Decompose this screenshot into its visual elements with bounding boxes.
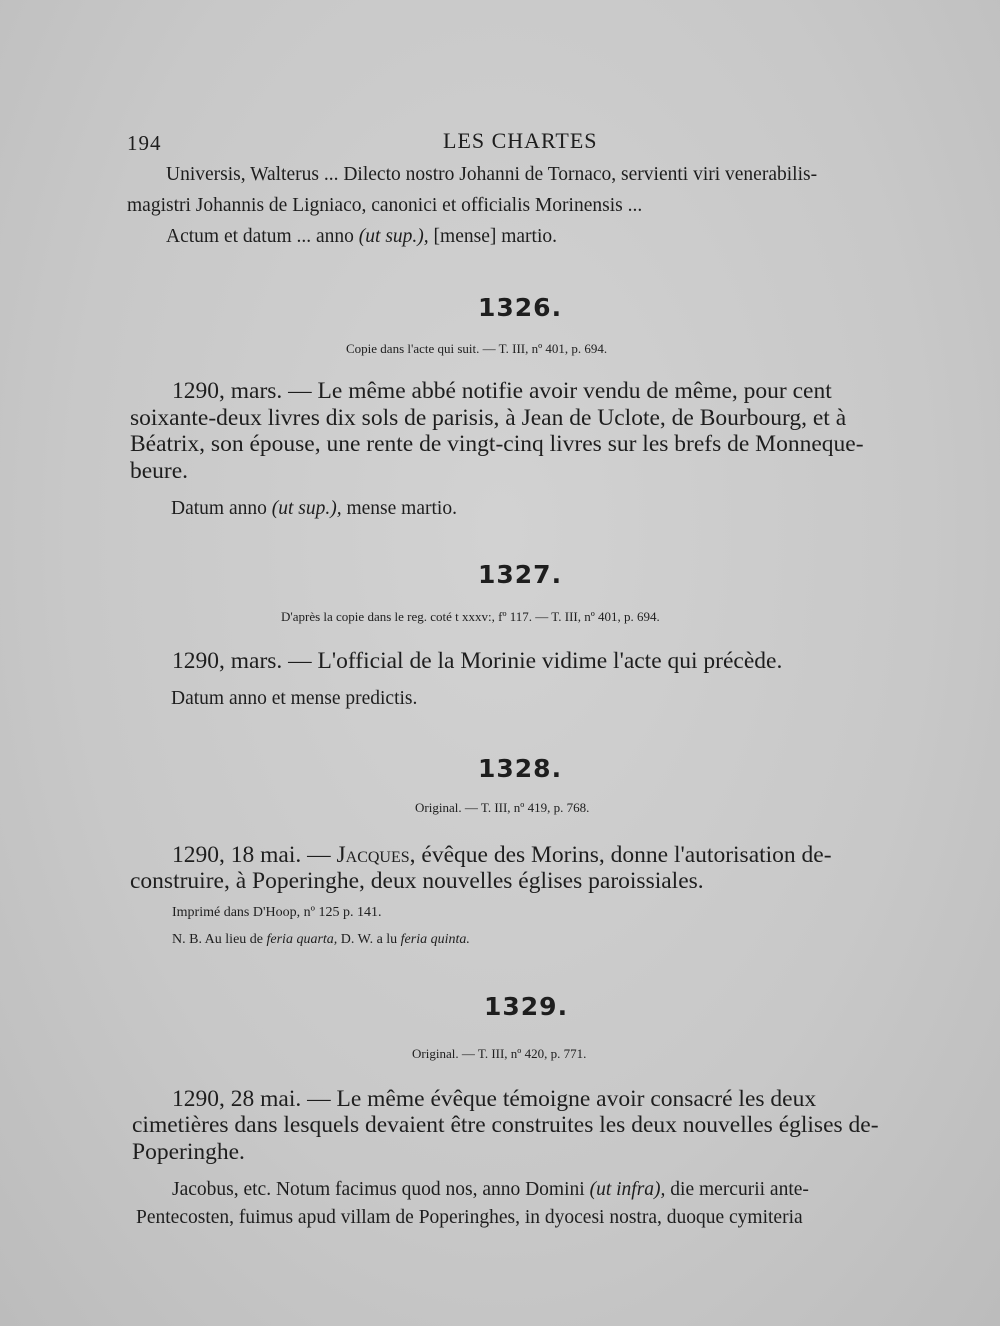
summary-1329-line-2: cimetières dans lesquels devaient être construites les deux nouvelles églises de- (132, 1112, 879, 1138)
summary-1326-line-3: Béatrix, son épouse, une rente de vingt-cinq livres sur les brefs de Monneque- (130, 431, 864, 457)
source-note-1329: Original. — T. III, nº 420, p. 771. (412, 1046, 587, 1061)
text-1327: Datum anno et mense predictis. (171, 688, 418, 709)
intro-line-3: Actum et datum ... anno (ut sup.), [mense] martio. (166, 226, 558, 247)
summary-1327: 1290, mars. — L'official de la Morinie vidime l'acte qui précède. (172, 648, 783, 674)
summary-1328-line-1: 1290, 18 mai. — Jacques, évêque des Morins, donne l'autorisation de- (172, 842, 832, 868)
running-title: LES CHARTES (443, 128, 598, 153)
text-1329-line-1: Jacobus, etc. Notum facimus quod nos, anno Domini (ut infra), die mercurii ante- (172, 1179, 809, 1200)
person-name: Jacques (336, 842, 410, 868)
summary-1329-line-1: 1290, 28 mai. — Le même évêque témoigne avoir consacré les deux (172, 1086, 817, 1112)
summary-1326-line-2: soixante-deux livres dix sols de parisis, à Jean de Uclote, de Bourbourg, et à (130, 405, 847, 431)
charter-number-1327: 1327. (478, 560, 563, 589)
charter-number-1329: 1329. (484, 992, 569, 1021)
summary-1326-line-1: 1290, mars. — Le même abbé notifie avoir vendu de même, pour cent (172, 378, 832, 404)
note-1328-nb: N. B. Au lieu de feria quarta, D. W. a lu feria quinta. (172, 932, 470, 947)
text-1326: Datum anno (ut sup.), mense martio. (171, 498, 457, 519)
summary-1328-line-2: construire, à Poperinghe, deux nouvelles églises paroissiales. (130, 868, 704, 894)
source-note-1327: D'après la copie dans le reg. coté t xxxv:, fº 117. — T. III, nº 401, p. 694. (281, 609, 660, 624)
charter-number-1328: 1328. (478, 754, 563, 783)
intro-line-2: magistri Johannis de Ligniaco, canonici et officialis Morinensis ... (127, 195, 643, 216)
page-number: 194 (127, 131, 162, 155)
text-1329-line-2: Pentecosten, fuimus apud villam de Poperinghes, in dyocesi nostra, duoque cymiteria (136, 1207, 803, 1228)
note-1328-printed: Imprimé dans D'Hoop, nº 125 p. 141. (172, 905, 382, 920)
source-note-1326: Copie dans l'acte qui suit. — T. III, nº 401, p. 694. (346, 341, 608, 356)
summary-1326-line-4: beure. (130, 458, 189, 484)
source-note-1328: Original. — T. III, nº 419, p. 768. (415, 800, 590, 815)
charter-number-1326: 1326. (478, 293, 563, 322)
intro-line-1: Universis, Walterus ... Dilecto nostro Johanni de Tornaco, servienti viri venerabilis- (166, 164, 818, 185)
summary-1329-line-3: Poperinghe. (132, 1139, 245, 1165)
